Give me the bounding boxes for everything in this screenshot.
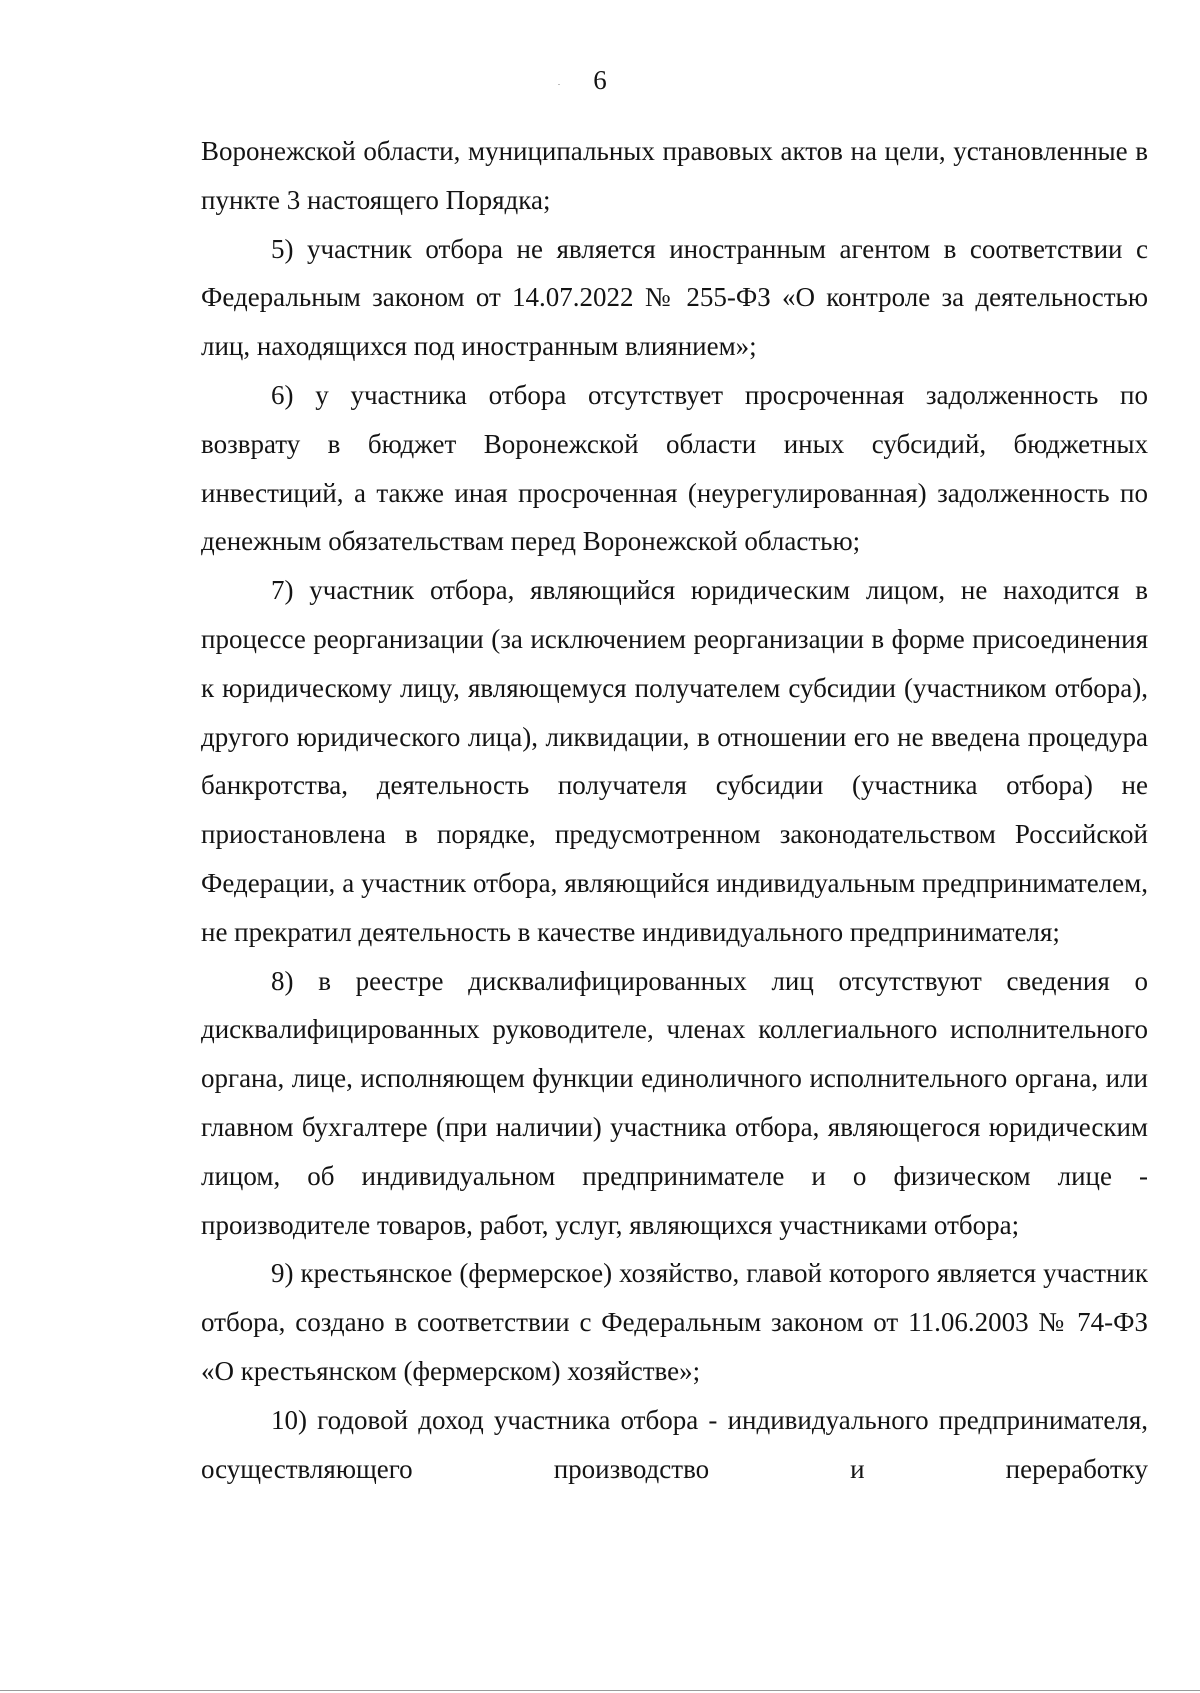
paragraph-item-6: 6) у участника отбора отсутствует просроченная задолженность по возврату в бюджет Воронежской области иных субсидий, бюджетных инвестиций, а также иная просроченная (неурегулированная) задолженность по денежным обязательствам перед Воронежской областью; (201, 379, 1148, 557)
paragraph-item-5: 5) участник отбора не является иностранным агентом в соответствии с Федеральным законом от 14.07.2022 № 255-ФЗ «О контроле за деятельностью лиц, находящихся под иностранным влиянием»; (201, 233, 1148, 362)
page-bottom-edge (0, 1690, 1200, 1691)
scan-artifact (558, 84, 560, 85)
document-body (201, 127, 1148, 1493)
paragraph-item-10: 10) годовой доход участника отбора - индивидуального предпринимателя, осуществляющего производство и переработку (201, 1404, 1148, 1484)
paragraph-continuation: Воронежской области, муниципальных правовых актов на цели, установленные в пункте 3 настоящего Порядка; (201, 136, 1148, 215)
paragraph-item-7: 7) участник отбора, являющийся юридическим лицом, не находится в процессе реорганизации (за исключением реорганизации в форме присоединения к юридическому лицу, являющемуся получателем субсидии (участником отбора), другого юридического лица), ликвидации, в отношении его не введена процедура банкротства, деятельность получателя субсидии (участника отбора) не приостановлена в порядке, предусмотренном законодательством Российской Федерации, а участник отбора, являющийся индивидуальным предпринимателем, не прекратил деятельность в качестве индивидуального предпринимателя; (201, 575, 1148, 947)
paragraph-item-8: 8) в реестре дисквалифицированных лиц отсутствуют сведения о дисквалифицированных руководителе, членах коллегиального исполнительного органа, лице, исполняющем функции единоличного исполнительного органа, или главном бухгалтере (при наличии) участника отбора, являющегося юридическим лицом, об индивидуальном предпринимателе и о физическом лице - производителе товаров, работ, услуг, являющихся участниками отбора; (201, 965, 1148, 1240)
paragraph-item-9: 9) крестьянское (фермерское) хозяйство, главой которого является участник отбора, создано в соответствии с Федеральным законом от 11.06.2003 № 74-ФЗ «О крестьянском (фермерском) хозяйстве»; (201, 1258, 1148, 1386)
page-number: 6 (593, 65, 607, 95)
